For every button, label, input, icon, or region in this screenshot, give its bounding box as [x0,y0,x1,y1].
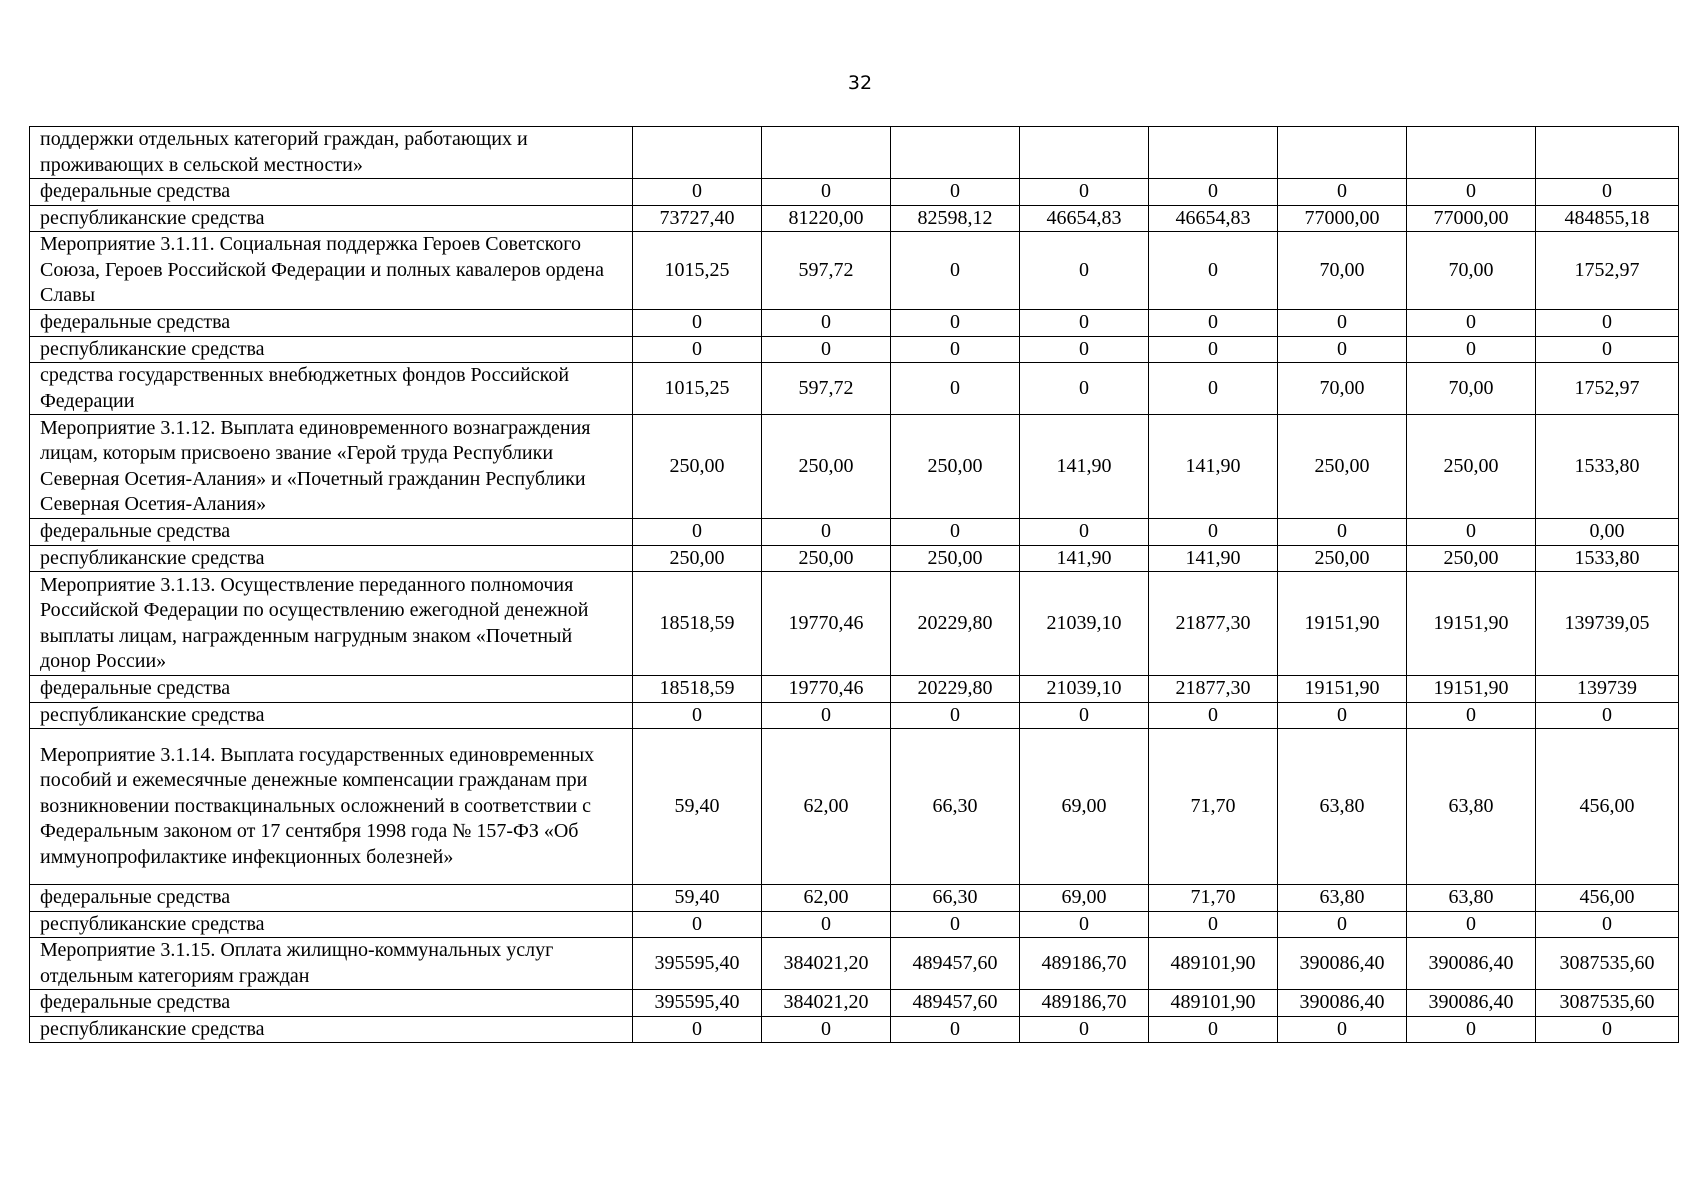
row-label: федеральные средства [30,519,633,546]
value-cell: 1533,80 [1536,415,1679,519]
value-cell: 0 [1407,1016,1536,1043]
row-label: республиканские средства [30,336,633,363]
value-cell: 0 [1407,519,1536,546]
value-cell: 0 [633,519,762,546]
value-cell: 0 [891,179,1020,206]
value-cell: 597,72 [762,232,891,310]
value-cell: 250,00 [1278,545,1407,572]
page-number: 32 [847,72,873,94]
table-row [30,545,1679,572]
row-label: Мероприятие 3.1.15. Оплата жилищно-коммунальных услуг отдельным категориям граждан [30,938,633,990]
row-label: Мероприятие 3.1.14. Выплата государственных единовременных пособий и ежемесячные денежные компенсации гражданам при возникновении поствакцинальных осложнений в соответствии с Федеральным законом от 17 сентября 1998 года № 157-ФЗ «Об иммунопрофилактике инфекционных болезней» [30,729,633,885]
value-cell: 63,80 [1278,885,1407,912]
table-row [30,911,1679,938]
value-cell: 0 [1020,1016,1149,1043]
value-cell: 0 [762,310,891,337]
value-cell: 250,00 [1278,415,1407,519]
value-cell: 456,00 [1536,729,1679,885]
value-cell: 70,00 [1278,363,1407,415]
value-cell: 489457,60 [891,938,1020,990]
value-cell: 63,80 [1278,729,1407,885]
table-row [30,179,1679,206]
value-cell: 62,00 [762,885,891,912]
value-cell: 70,00 [1278,232,1407,310]
value-cell: 0 [1536,336,1679,363]
value-cell: 0 [891,911,1020,938]
row-label: поддержки отдельных категорий граждан, работающих и проживающих в сельской местности» [30,127,633,179]
table-row [30,1016,1679,1043]
value-cell: 250,00 [633,545,762,572]
value-cell: 0 [762,519,891,546]
value-cell: 0 [1020,179,1149,206]
value-cell: 77000,00 [1407,205,1536,232]
value-cell [1536,127,1679,179]
value-cell: 0 [1536,702,1679,729]
row-label: федеральные средства [30,885,633,912]
row-label: федеральные средства [30,179,633,206]
value-cell: 0 [633,179,762,206]
value-cell: 0 [1278,310,1407,337]
table-row [30,205,1679,232]
value-cell: 0 [1278,1016,1407,1043]
value-cell [891,127,1020,179]
value-cell: 0 [1020,519,1149,546]
value-cell: 141,90 [1149,415,1278,519]
row-label: республиканские средства [30,1016,633,1043]
value-cell: 489186,70 [1020,938,1149,990]
table-row [30,336,1679,363]
value-cell: 0 [1278,179,1407,206]
funding-table [29,126,1679,1043]
table-row [30,127,1679,179]
value-cell: 0 [1278,519,1407,546]
value-cell: 1752,97 [1536,232,1679,310]
value-cell: 20229,80 [891,572,1020,676]
value-cell: 63,80 [1407,885,1536,912]
value-cell: 46654,83 [1020,205,1149,232]
value-cell: 250,00 [1407,415,1536,519]
value-cell: 0 [1407,179,1536,206]
table-row [30,990,1679,1017]
value-cell: 0 [762,179,891,206]
value-cell: 390086,40 [1407,990,1536,1017]
value-cell: 0 [1536,1016,1679,1043]
value-cell: 0 [633,1016,762,1043]
table-row [30,519,1679,546]
value-cell: 0 [1149,310,1278,337]
value-cell: 489101,90 [1149,990,1278,1017]
value-cell: 139739 [1536,676,1679,703]
value-cell: 0 [1020,702,1149,729]
value-cell [1278,127,1407,179]
value-cell: 19151,90 [1407,676,1536,703]
value-cell: 390086,40 [1278,990,1407,1017]
row-label: Мероприятие 3.1.12. Выплата единовременного вознаграждения лицам, которым присвоено звание «Герой труда Республики Северная Осетия-Алания» и «Почетный гражданин Республики Северная Осетия-Алания» [30,415,633,519]
table-row [30,702,1679,729]
value-cell: 66,30 [891,729,1020,885]
value-cell: 0 [891,310,1020,337]
value-cell: 0 [762,702,891,729]
value-cell: 0 [1278,336,1407,363]
value-cell: 77000,00 [1278,205,1407,232]
table-row [30,572,1679,676]
value-cell: 21039,10 [1020,676,1149,703]
row-label: республиканские средства [30,911,633,938]
value-cell: 250,00 [1407,545,1536,572]
value-cell: 0 [1020,911,1149,938]
row-label: федеральные средства [30,310,633,337]
value-cell: 73727,40 [633,205,762,232]
value-cell: 0 [891,232,1020,310]
value-cell: 0 [1278,911,1407,938]
value-cell: 0 [633,702,762,729]
value-cell: 141,90 [1020,415,1149,519]
value-cell: 456,00 [1536,885,1679,912]
value-cell: 0 [762,1016,891,1043]
value-cell: 69,00 [1020,729,1149,885]
value-cell: 19770,46 [762,572,891,676]
value-cell: 63,80 [1407,729,1536,885]
row-label: федеральные средства [30,676,633,703]
value-cell: 0 [1149,702,1278,729]
value-cell: 46654,83 [1149,205,1278,232]
table-row [30,310,1679,337]
value-cell: 19151,90 [1278,676,1407,703]
value-cell: 0 [891,1016,1020,1043]
value-cell [1407,127,1536,179]
table-row [30,415,1679,519]
value-cell: 19770,46 [762,676,891,703]
value-cell: 21877,30 [1149,676,1278,703]
value-cell: 18518,59 [633,676,762,703]
value-cell: 3087535,60 [1536,938,1679,990]
value-cell: 250,00 [633,415,762,519]
value-cell: 250,00 [762,545,891,572]
value-cell: 0 [1407,336,1536,363]
value-cell: 489186,70 [1020,990,1149,1017]
table-body [30,127,1679,1043]
value-cell: 0 [1149,179,1278,206]
value-cell: 390086,40 [1278,938,1407,990]
value-cell: 484855,18 [1536,205,1679,232]
value-cell: 59,40 [633,729,762,885]
row-label: средства государственных внебюджетных фондов Российской Федерации [30,363,633,415]
value-cell: 0 [1149,232,1278,310]
value-cell: 0 [1407,911,1536,938]
value-cell: 0 [891,519,1020,546]
value-cell: 59,40 [633,885,762,912]
value-cell: 71,70 [1149,729,1278,885]
value-cell: 0 [891,363,1020,415]
table-row [30,676,1679,703]
value-cell: 141,90 [1020,545,1149,572]
value-cell: 0 [633,911,762,938]
value-cell: 0 [1149,336,1278,363]
value-cell: 141,90 [1149,545,1278,572]
value-cell: 21039,10 [1020,572,1149,676]
value-cell [762,127,891,179]
value-cell: 70,00 [1407,232,1536,310]
value-cell: 1533,80 [1536,545,1679,572]
value-cell: 489457,60 [891,990,1020,1017]
value-cell: 597,72 [762,363,891,415]
value-cell: 1015,25 [633,232,762,310]
value-cell: 395595,40 [633,938,762,990]
table-row [30,363,1679,415]
value-cell: 82598,12 [891,205,1020,232]
value-cell: 250,00 [762,415,891,519]
value-cell: 19151,90 [1278,572,1407,676]
table-row [30,232,1679,310]
value-cell: 395595,40 [633,990,762,1017]
value-cell: 390086,40 [1407,938,1536,990]
value-cell: 19151,90 [1407,572,1536,676]
value-cell: 21877,30 [1149,572,1278,676]
value-cell: 489101,90 [1149,938,1278,990]
value-cell: 3087535,60 [1536,990,1679,1017]
value-cell: 384021,20 [762,990,891,1017]
value-cell: 0 [762,911,891,938]
value-cell: 0 [1536,911,1679,938]
value-cell: 71,70 [1149,885,1278,912]
value-cell: 0 [1020,310,1149,337]
value-cell: 1015,25 [633,363,762,415]
value-cell: 70,00 [1407,363,1536,415]
value-cell: 0 [1278,702,1407,729]
value-cell: 0 [1149,1016,1278,1043]
value-cell: 0 [1149,911,1278,938]
value-cell: 250,00 [891,545,1020,572]
value-cell [633,127,762,179]
row-label: Мероприятие 3.1.11. Социальная поддержка Героев Советского Союза, Героев Российской Федерации и полных кавалеров ордена Славы [30,232,633,310]
value-cell: 0 [891,336,1020,363]
value-cell: 0 [633,310,762,337]
value-cell: 250,00 [891,415,1020,519]
value-cell: 0 [1020,336,1149,363]
value-cell: 384021,20 [762,938,891,990]
value-cell: 0 [1536,179,1679,206]
row-label: республиканские средства [30,545,633,572]
value-cell: 139739,05 [1536,572,1679,676]
row-label: республиканские средства [30,702,633,729]
table-row [30,729,1679,885]
value-cell: 0 [1020,232,1149,310]
value-cell: 0 [1149,363,1278,415]
value-cell: 81220,00 [762,205,891,232]
value-cell: 0,00 [1536,519,1679,546]
row-label: Мероприятие 3.1.13. Осуществление переданного полномочия Российской Федерации по осуществлению ежегодной денежной выплаты лицам, награжденным нагрудным знаком «Почетный донор России» [30,572,633,676]
table-row [30,885,1679,912]
value-cell: 18518,59 [633,572,762,676]
value-cell: 0 [1149,519,1278,546]
value-cell [1020,127,1149,179]
value-cell: 0 [633,336,762,363]
value-cell: 0 [1536,310,1679,337]
value-cell: 62,00 [762,729,891,885]
table-row [30,938,1679,990]
value-cell: 66,30 [891,885,1020,912]
value-cell: 0 [1407,702,1536,729]
value-cell: 1752,97 [1536,363,1679,415]
value-cell: 69,00 [1020,885,1149,912]
value-cell: 0 [762,336,891,363]
value-cell: 0 [1407,310,1536,337]
row-label: республиканские средства [30,205,633,232]
value-cell: 0 [891,702,1020,729]
value-cell [1149,127,1278,179]
value-cell: 20229,80 [891,676,1020,703]
value-cell: 0 [1020,363,1149,415]
row-label: федеральные средства [30,990,633,1017]
